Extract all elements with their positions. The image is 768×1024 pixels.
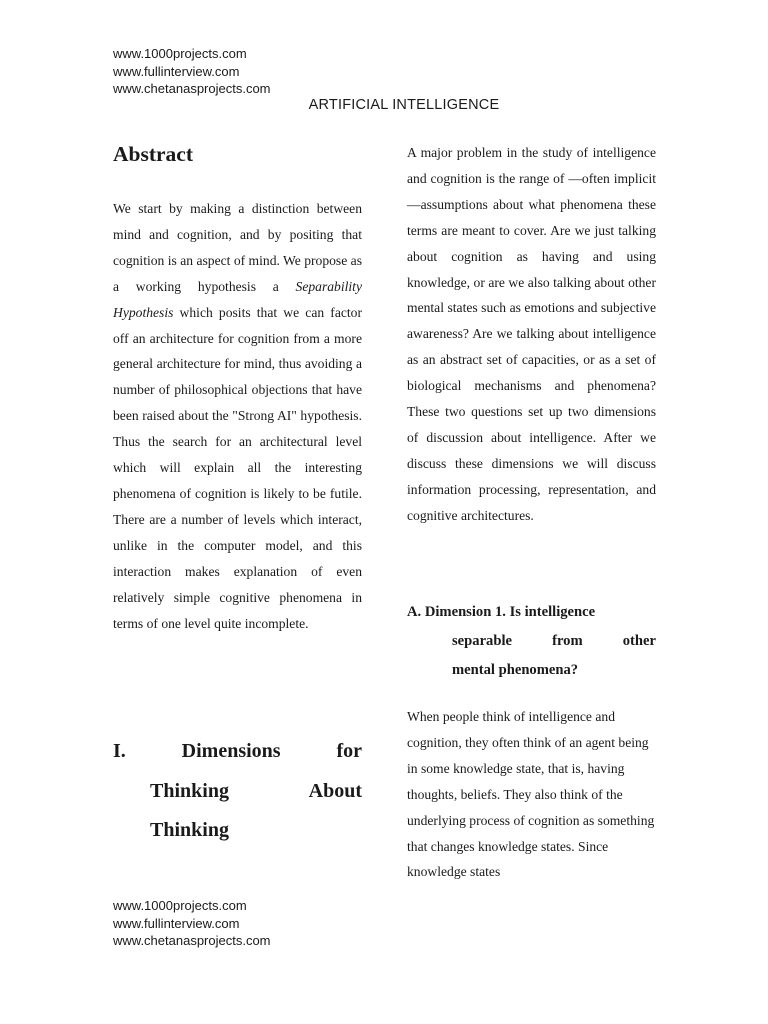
header-link[interactable]: www.fullinterview.com — [113, 63, 240, 79]
section-word: Dimensions — [181, 740, 281, 762]
header-link[interactable]: www.1000projects.com — [113, 46, 247, 61]
subsection-word: from — [552, 633, 583, 649]
section-word: for — [336, 740, 362, 762]
footer-link[interactable]: www.fullinterview.com — [113, 915, 240, 931]
subsection-a-paragraph: When people think of intelligence and cognition, they often think of an agent being in some knowledge state, that is, having thoughts, beliefs. They also think of the underlying process of cognition as something that changes knowledge states. Since knowledge states — [407, 709, 655, 880]
section-1-heading — [113, 732, 362, 851]
footer-links — [113, 897, 271, 950]
subsection-word: other — [622, 633, 656, 649]
subsection-word: separable — [452, 633, 512, 649]
footer-link[interactable]: www.chetanasprojects.com — [113, 933, 271, 948]
header-link[interactable]: www.chetanasprojects.com — [113, 81, 271, 96]
section-word: Thinking — [150, 819, 229, 841]
intro-paragraph: A major problem in the study of intelligence and cognition is the range of —often implicit—assumptions about what phenomena these terms are meant to cover. Are we just talking about cognition as having and using knowledge, or are we also talking about other mental states such as emotions and subjective awareness? Are we talking about intelligence as an abstract set of capacities, or as a set of biological mechanisms and phenomena? These two questions set up two dimensions of discussion about intelligence. After we discuss these dimensions we will discuss information processing, representation, and cognitive architectures. — [407, 145, 656, 523]
abstract-paragraph — [113, 196, 362, 636]
header-links — [113, 45, 271, 98]
abstract-text-after: which posits that we can factor off an architecture for cognition from a more general architecture for mind, thus avoiding a number of philosophical objections that have been raised about the "Strong AI" hypothesis. Thus the search for an architectural level which will explain all the interesting phenomena of cognition is likely to be futile. There are a number of levels which interact, unlike in the computer model, and this interaction makes explanation of even relatively simple cognitive phenomena in terms of one level quite incomplete. — [113, 304, 362, 631]
abstract-heading: Abstract — [113, 142, 194, 166]
section-word: Thinking — [150, 779, 229, 802]
footer-link[interactable]: www.1000projects.com — [113, 898, 247, 913]
abstract-emphasis: Separability Hypothesis — [113, 278, 362, 320]
section-word: About — [308, 779, 362, 802]
abstract-text-before: We start by making a distinction between mind and cognition, and by positing that cognition is an aspect of mind. We propose as a working hypothesis a — [113, 201, 362, 294]
section-number: I. — [113, 740, 126, 762]
subsection-line: A. Dimension 1. Is intelligence — [407, 604, 596, 620]
subsection-line: mental phenomena? — [452, 662, 579, 678]
document-title: ARTIFICIAL INTELLIGENCE — [308, 97, 500, 113]
subsection-a-heading — [407, 598, 656, 685]
